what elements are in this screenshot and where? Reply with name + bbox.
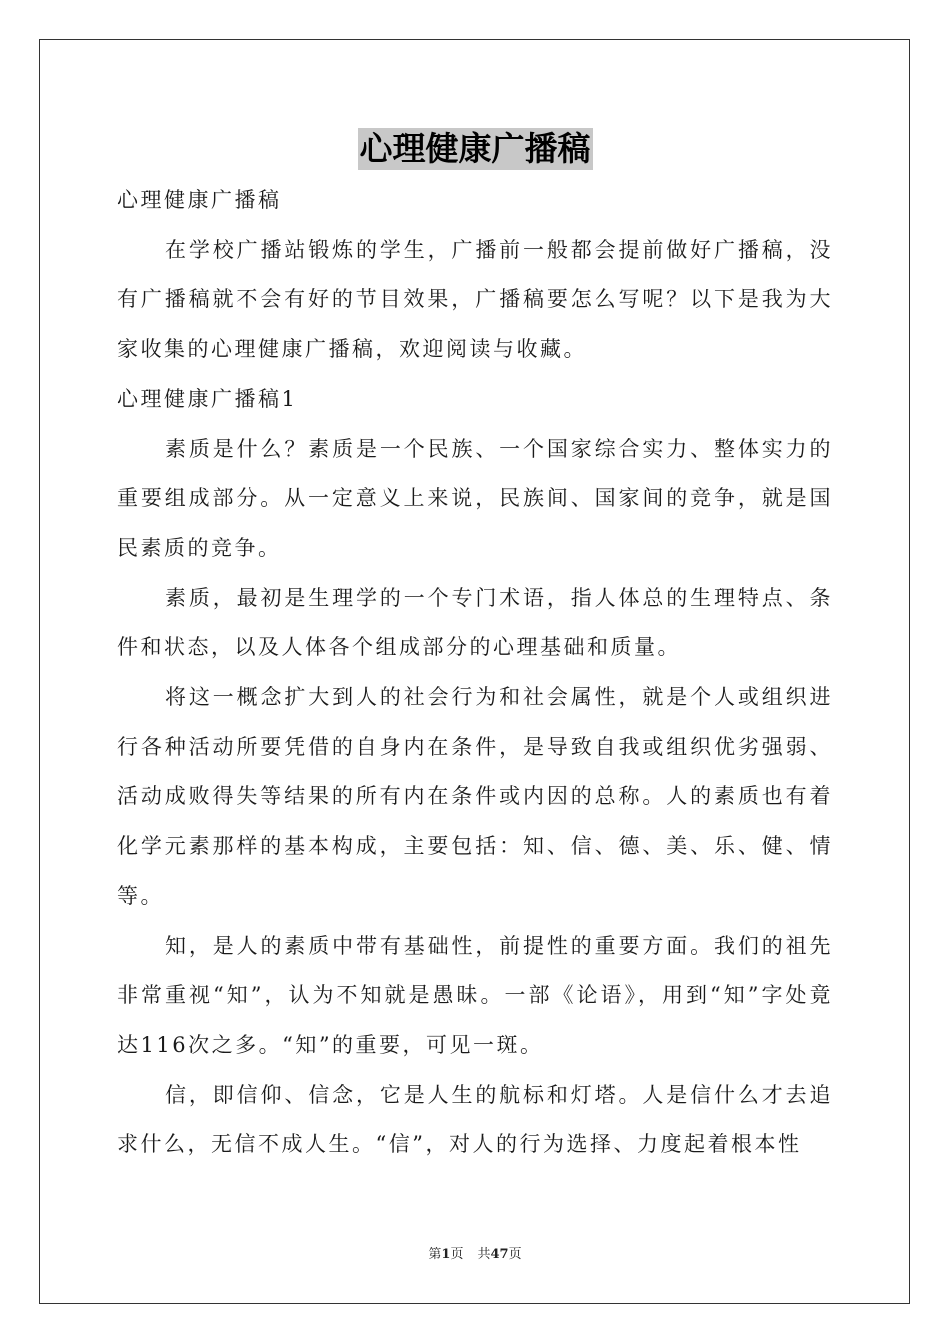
total-pages: 47 bbox=[490, 1247, 509, 1262]
paragraph: 信，即信仰、信念，它是人生的航标和灯塔。人是信什么才去追求什么，无信不成人生。“信”，对人的行为选择、力度起着根本性 bbox=[117, 1082, 833, 1157]
paragraph: 在学校广播站锻炼的学生，广播前一般都会提前做好广播稿，没有广播稿就不会有好的节目效果，广播稿要怎么写呢？以下是我为大家收集的心理健康广播稿，欢迎阅读与收藏。 bbox=[117, 237, 833, 362]
paragraph: 素质，最初是生理学的一个专门术语，指人体总的生理特点、条件和状态，以及人体各个组成部分的心理基础和质量。 bbox=[117, 585, 833, 660]
paragraph: 将这一概念扩大到人的社会行为和社会属性，就是个人或组织进行各种活动所要凭借的自身内在条件，是导致自我或组织优劣强弱、活动成败得失等结果的所有内在条件或内因的总称。人的素质也有着化学元素那样的基本构成，主要包括：知、信、德、美、乐、健、情等。 bbox=[117, 685, 833, 908]
paragraph: 素质是什么？素质是一个民族、一个国家综合实力、整体实力的重要组成部分。从一定意义上来说，民族间、国家间的竞争，就是国民素质的竞争。 bbox=[117, 436, 833, 560]
total-prefix: 共 bbox=[477, 1247, 491, 1262]
paragraph-heading: 心理健康广播稿 bbox=[117, 188, 282, 212]
title-container bbox=[0, 128, 950, 170]
paragraph: 知，是人的素质中带有基础性，前提性的重要方面。我们的祖先非常重视“知”，认为不知就是愚昧。一部《论语》，用到“知”字处竟达116次之多。“知”的重要，可见一斑。 bbox=[117, 933, 833, 1057]
page-suffix: 页 bbox=[450, 1247, 464, 1262]
page-prefix: 第 bbox=[428, 1247, 442, 1262]
document-body bbox=[117, 176, 833, 1170]
page-number: 1 bbox=[441, 1247, 451, 1262]
section-heading: 心理健康广播稿1 bbox=[117, 386, 298, 411]
document-title: 心理健康广播稿 bbox=[359, 129, 591, 168]
page-footer bbox=[0, 1245, 950, 1265]
total-suffix: 页 bbox=[508, 1247, 522, 1262]
